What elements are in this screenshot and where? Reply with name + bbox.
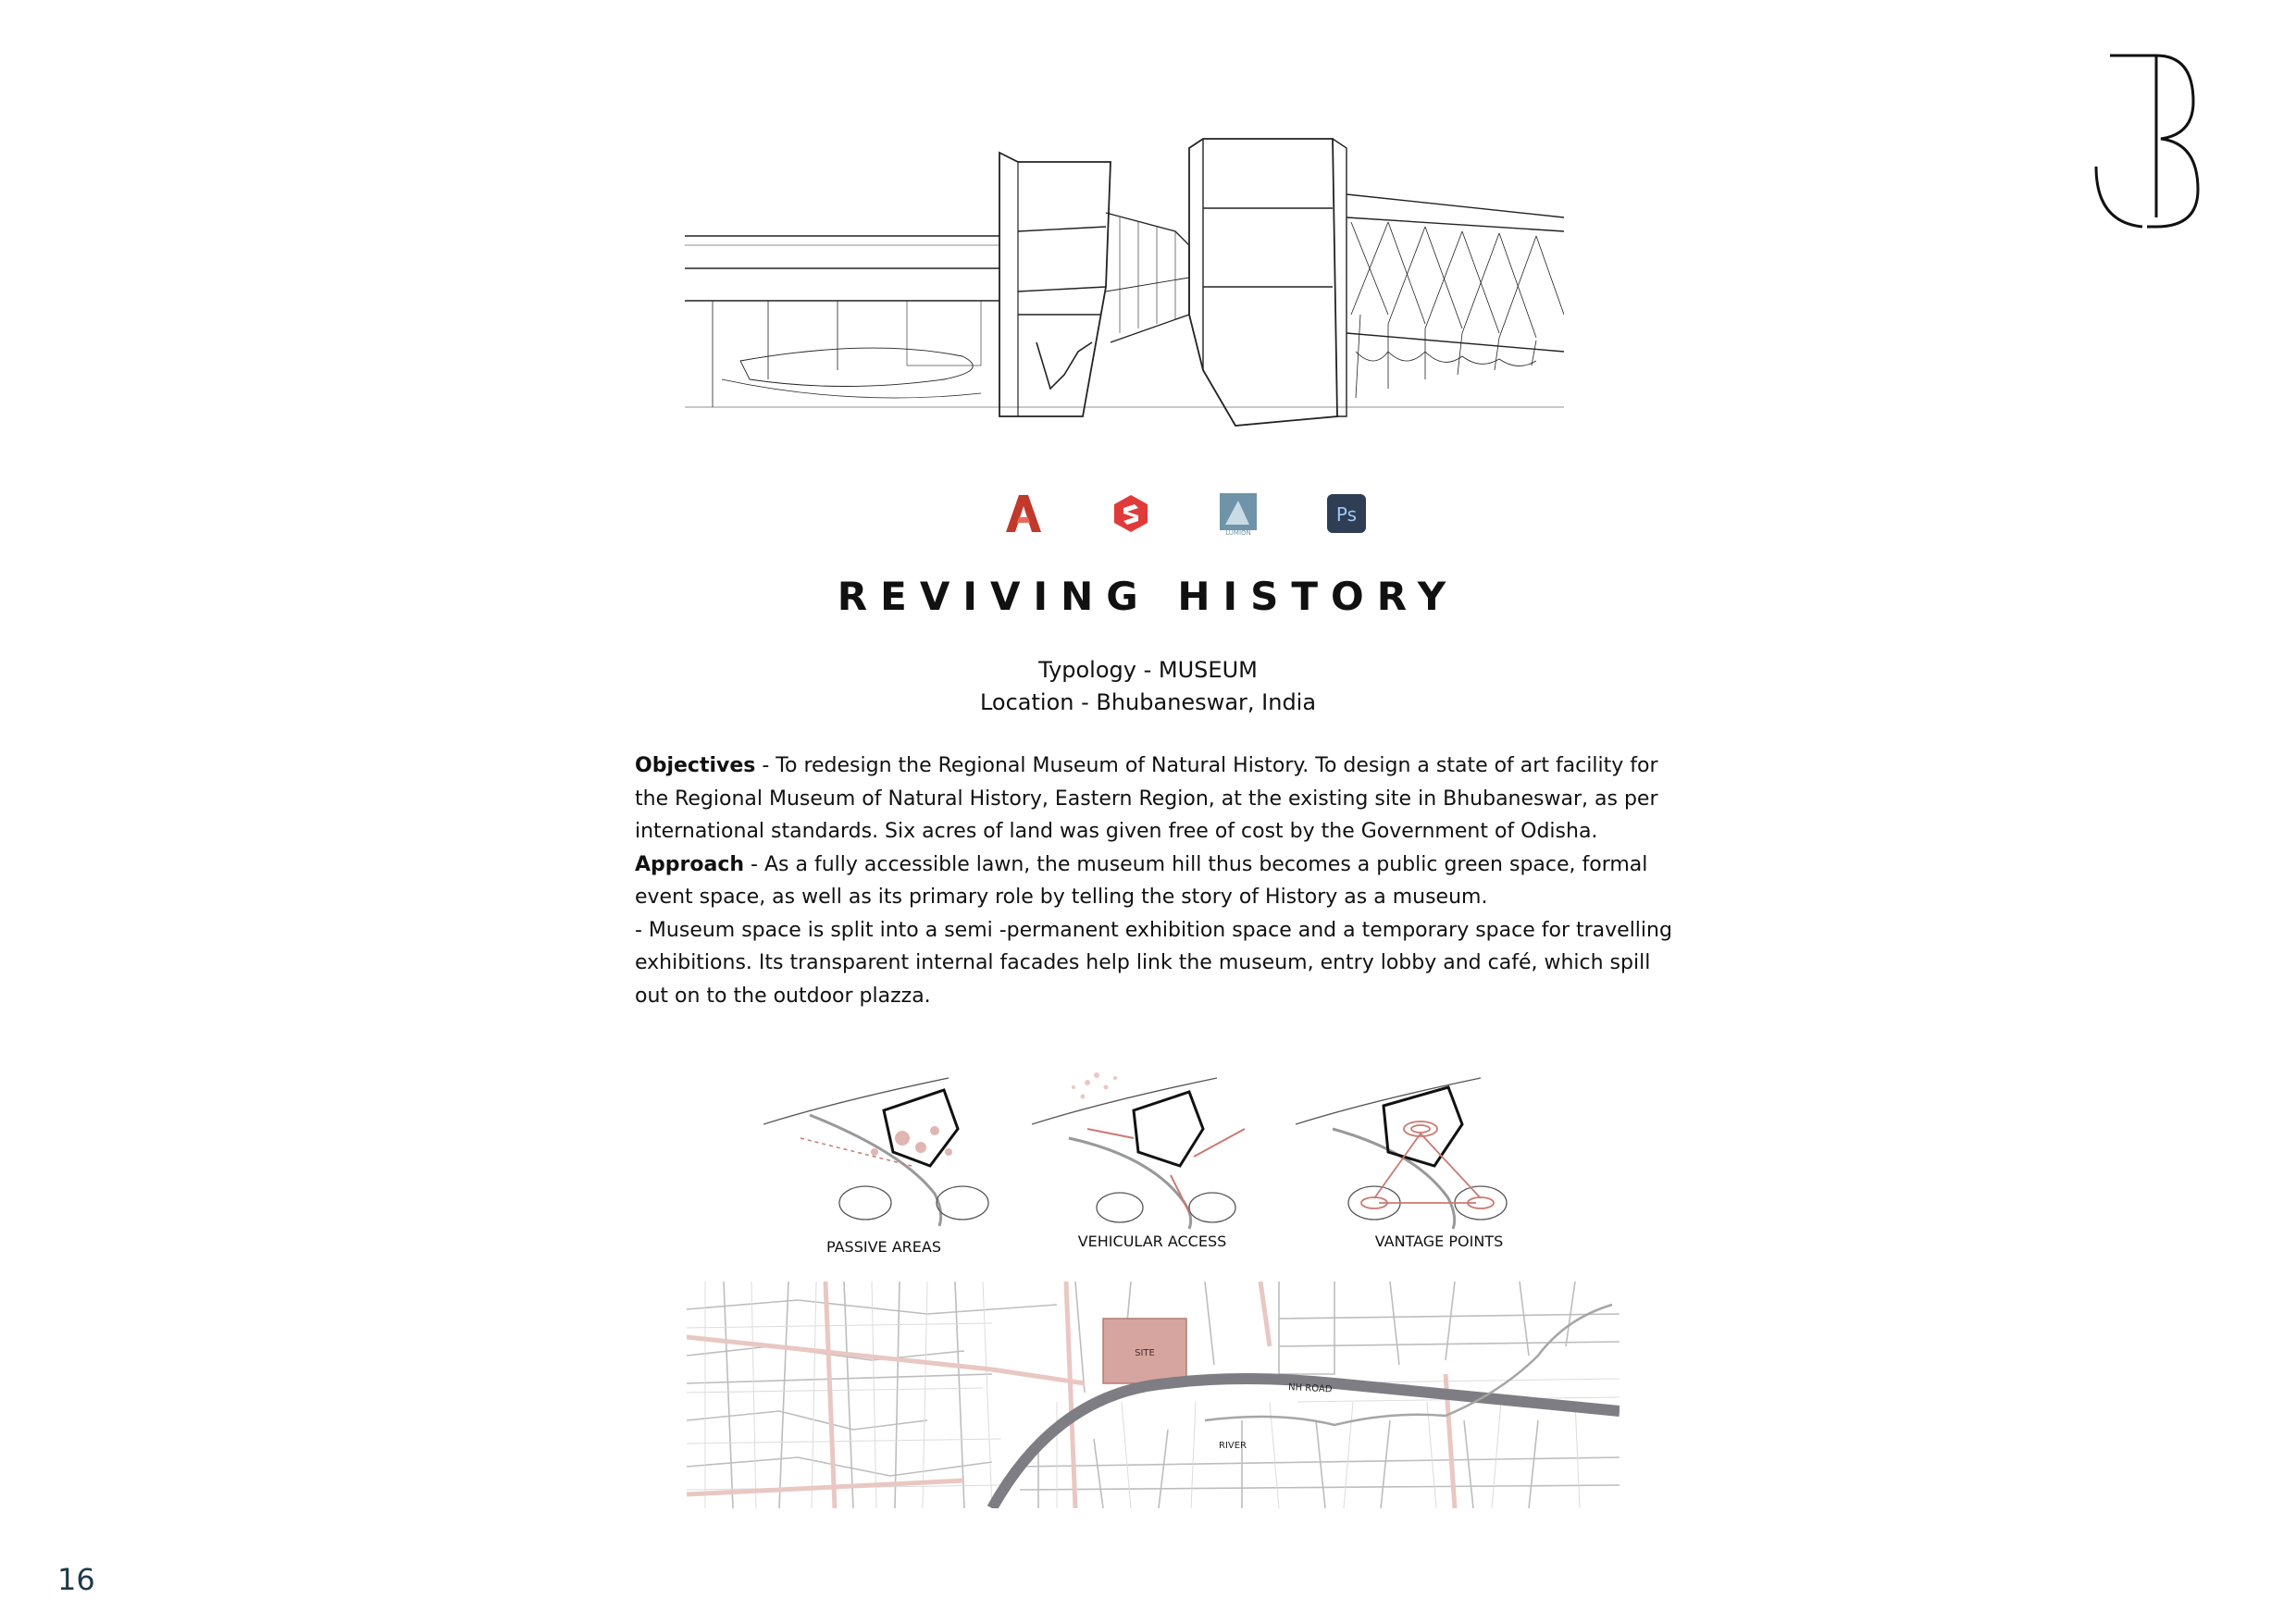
objectives-label: Objectives xyxy=(635,754,756,777)
river-label: RIVER xyxy=(1219,1441,1247,1451)
site-location-map xyxy=(687,1282,1620,1508)
vantage-points-diagram xyxy=(1296,1064,1545,1231)
objectives-paragraph xyxy=(635,750,1681,849)
project-title: REVIVING HISTORY xyxy=(837,574,1459,619)
objectives-text: - To redesign the Regional Museum of Natural History. To design a state of art facility for the Regional Museum of Natural History, Eastern Region, at the existing site in Bhubaneswar, as per international standards. Six acres of land was given free of cost by the Government of Odisha. xyxy=(635,754,1658,843)
vehicular-access-label: VEHICULAR ACCESS xyxy=(1077,1233,1227,1250)
project-description xyxy=(635,750,1681,1012)
vehicular-access-diagram xyxy=(1032,1064,1282,1231)
location-line: Location - Bhubaneswar, India xyxy=(979,689,1317,715)
passive-areas-label: PASSIVE AREAS xyxy=(825,1238,941,1256)
sketchup-icon xyxy=(1103,486,1159,541)
photoshop-icon xyxy=(1319,486,1374,541)
software-icons xyxy=(995,486,1374,541)
photoshop-label: Ps xyxy=(1335,503,1358,526)
passive-areas-diagram xyxy=(763,1064,1013,1231)
lumion-icon xyxy=(1210,486,1266,541)
typology-line: Typology - MUSEUM xyxy=(1038,657,1258,683)
site-label: SITE xyxy=(1135,1348,1155,1358)
approach-text: - As a fully accessible lawn, the museum hill thus becomes a public green space, formal event space, as well as its primary role by telling the story of History as a museum. xyxy=(635,852,1648,909)
section-number-mark xyxy=(2091,46,2212,231)
nh-road-label: NH ROAD xyxy=(1287,1382,1333,1395)
autocad-icon xyxy=(995,486,1050,541)
museum-perspective-drawing xyxy=(685,130,1564,444)
approach-paragraph xyxy=(635,849,1681,914)
vantage-points-label: VANTAGE POINTS xyxy=(1374,1233,1504,1250)
lumion-label: LUMION xyxy=(1225,529,1252,536)
approach-label: Approach xyxy=(635,852,745,876)
museum-space-note: - Museum space is split into a semi -permanent exhibition space and a temporary space for travelling exhibitions. Its transparent internal facades help link the museum, entry lobby and café, which spill out on to the outdoor plazza. xyxy=(635,918,1672,1008)
page-number: 16 xyxy=(57,1562,95,1597)
